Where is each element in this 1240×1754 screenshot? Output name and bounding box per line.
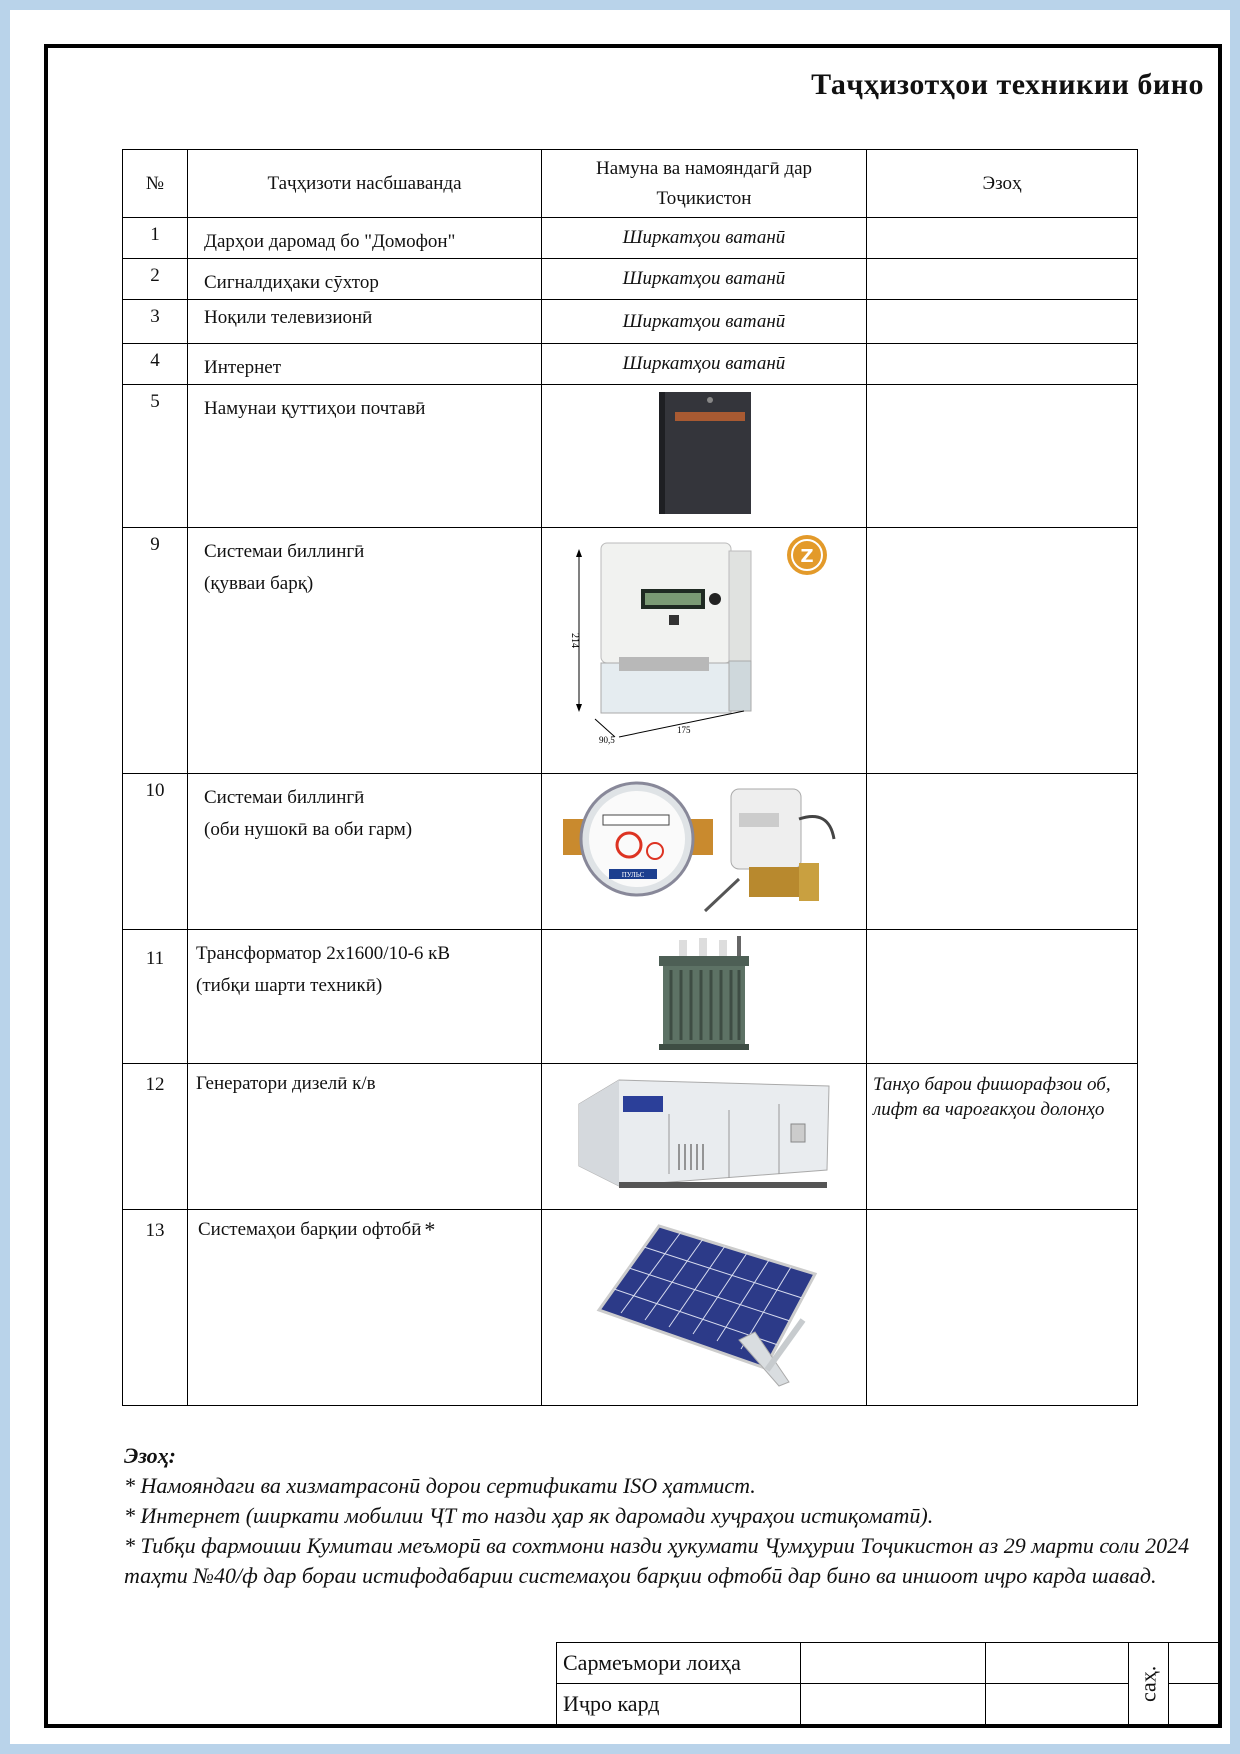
row-equipment xyxy=(188,774,542,930)
row-number: 1 xyxy=(123,218,188,259)
stamp-cell xyxy=(801,1643,985,1684)
row-sample xyxy=(542,1210,867,1406)
row-equipment-line1: Системаи биллингӣ xyxy=(204,541,365,562)
drawing-frame xyxy=(44,44,1222,1728)
row-note xyxy=(867,344,1138,385)
table-row xyxy=(123,528,1138,774)
row-sample xyxy=(542,774,867,930)
header-equipment: Таҷҳизоти насбшаванда xyxy=(188,150,542,218)
row-number: 10 xyxy=(123,774,188,930)
asterisk-mark: * xyxy=(424,1217,436,1242)
stamp-chief-architect: Сармеъмори лоиҳа xyxy=(557,1643,801,1684)
generator-image xyxy=(569,1074,839,1194)
row-equipment-line1: Трансформатор 2х1600/10-6 кВ xyxy=(196,943,451,964)
row-equipment: Сигналдиҳаки сӯхтор xyxy=(188,259,542,300)
stamp-executed-by: Иҷро кард xyxy=(557,1684,801,1725)
note-line: * Тибқи фармоиши Кумитаи меъморӣ ва сохтмони назди ҳукумати Ҷумҳурии Тоҷикистон аз 29 марти соли 2024 таҳти №40/ф дар бораи истифодабарии системаҳои барқии офтобӣ дар бино ва иншоот иҷро карда шавад. xyxy=(124,1533,1190,1588)
row-number: 2 xyxy=(123,259,188,300)
title-block-stamp xyxy=(556,1642,1222,1725)
header-note: Эзоҳ xyxy=(867,150,1138,218)
mailbox-image xyxy=(649,388,759,518)
stamp-cell xyxy=(801,1684,985,1725)
table-row xyxy=(123,1210,1138,1406)
row-equipment-line2: (қувваи барқ) xyxy=(204,573,314,594)
row-sample xyxy=(542,385,867,528)
row-number: 5 xyxy=(123,385,188,528)
row-note xyxy=(867,300,1138,344)
row-sample: Ширкатҳои ватанӣ xyxy=(542,218,867,259)
page-title: Таҷҳизотҳои техникии бино xyxy=(811,68,1204,101)
row-equipment: Ноқили телевизионӣ xyxy=(188,300,542,344)
table-row xyxy=(123,344,1138,385)
row-sample xyxy=(542,528,867,774)
row-number: 13 xyxy=(123,1210,188,1406)
row-note xyxy=(867,385,1138,528)
row-equipment: Интернет xyxy=(188,344,542,385)
notes-section xyxy=(124,1441,1204,1591)
table-row xyxy=(123,1064,1138,1210)
row-equipment xyxy=(188,1210,542,1406)
transformer-image xyxy=(649,934,759,1054)
table-row xyxy=(123,259,1138,300)
row-equipment-line2: (тибқи шарти техникӣ) xyxy=(196,975,383,996)
table-row xyxy=(123,774,1138,930)
row-equipment xyxy=(188,528,542,774)
row-number: 3 xyxy=(123,300,188,344)
table-header-row xyxy=(123,150,1138,218)
row-note xyxy=(867,930,1138,1064)
row-sample: Ширкатҳои ватанӣ xyxy=(542,344,867,385)
row-number: 9 xyxy=(123,528,188,774)
dim-depth-label: 90,5 xyxy=(599,734,615,745)
row-sample xyxy=(542,930,867,1064)
row-note xyxy=(867,528,1138,774)
row-number: 12 xyxy=(123,1064,188,1210)
dim-height-label: 214 xyxy=(569,632,580,648)
row-note xyxy=(867,259,1138,300)
notes-heading: Эзоҳ: xyxy=(124,1443,176,1468)
row-note xyxy=(867,774,1138,930)
table-row xyxy=(123,300,1138,344)
note-line: * Интернет (ширкати мобилии ҶТ то назди ҳар як даромади хуҷраҳои истиқоматӣ). xyxy=(124,1503,934,1528)
row-note xyxy=(867,218,1138,259)
table-row xyxy=(123,385,1138,528)
row-equipment: Генератори дизелӣ к/в xyxy=(188,1064,542,1210)
svg-text:Z: Z xyxy=(800,545,814,567)
stamp-cell xyxy=(1168,1684,1221,1725)
row-number: 4 xyxy=(123,344,188,385)
row-sample: Ширкатҳои ватанӣ xyxy=(542,259,867,300)
row-equipment xyxy=(188,930,542,1064)
row-note: Танҳо барои фишорафзои об, лифт ва чароғакҳои долонҳо xyxy=(867,1064,1138,1210)
row-note xyxy=(867,1210,1138,1406)
row-equipment-line2: (оби нушокӣ ва оби гарм) xyxy=(204,819,413,840)
row-sample: Ширкатҳои ватанӣ xyxy=(542,300,867,344)
table-row xyxy=(123,218,1138,259)
row-equipment: Дарҳои даромад бо "Домофон" xyxy=(188,218,542,259)
row-equipment-line1: Системаи биллингӣ xyxy=(204,787,365,808)
row-equipment: Намунаи қуттиҳои почтавӣ xyxy=(188,385,542,528)
meter-brand-label: ПУЛЬС xyxy=(621,870,645,879)
stamp-sheet-label: саҳ. xyxy=(1129,1643,1168,1725)
table-row xyxy=(123,930,1138,1064)
equipment-table xyxy=(122,149,1138,1406)
solar-panel-image xyxy=(589,1220,819,1390)
note-line: * Намояндаги ва хизматрасонӣ дорои сертификати ISO ҳатмист. xyxy=(124,1473,756,1498)
water-meter-image xyxy=(559,779,849,919)
electricity-meter-image xyxy=(559,533,849,763)
row-equipment-label: Системаҳои барқии офтобӣ xyxy=(198,1219,422,1240)
header-sample: Намуна ва намояндагӣ дар Тоҷикистон xyxy=(542,150,867,218)
header-number: № xyxy=(123,150,188,218)
stamp-cell xyxy=(985,1643,1129,1684)
stamp-cell xyxy=(1168,1643,1221,1684)
row-sample xyxy=(542,1064,867,1210)
row-number: 11 xyxy=(123,930,188,1064)
dim-width-label: 175 xyxy=(677,724,691,735)
stamp-cell xyxy=(985,1684,1129,1725)
